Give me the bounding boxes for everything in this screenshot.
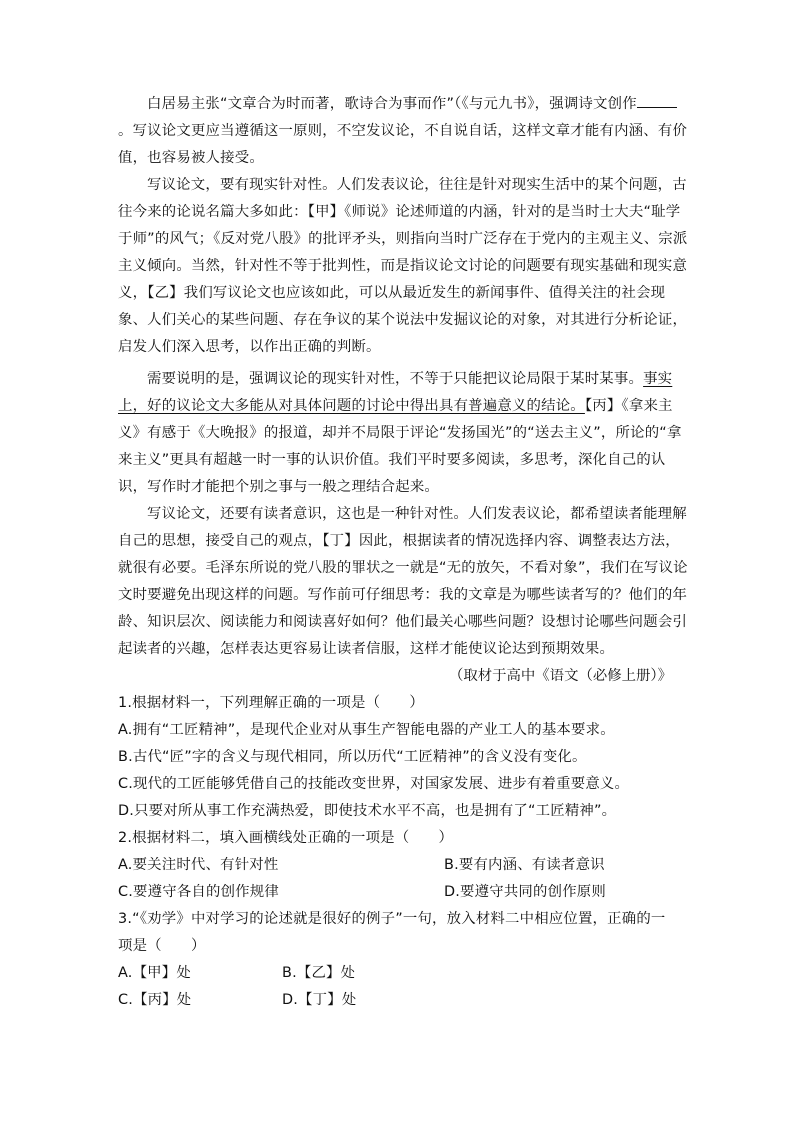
question-1 — [118, 690, 690, 825]
option-row — [118, 879, 690, 906]
option-a[interactable]: A.拥有“工匠精神”，是现代企业对从事生产智能电器的产业工人的基本要求。 — [118, 722, 615, 738]
option-d[interactable]: D.要遵守共同的创作原则 — [444, 884, 606, 900]
option-row — [118, 987, 690, 1014]
paragraph-text: 【丙】《拿来主义》有感于《大晚报》的报道，却并不局限于评论“发扬国光”的“送去主义”，所论的“拿来主义”更具有超越一时一事的认识价值。我们平时要多阅读，多思考，深化自己的认识，写作时才能把个别之事与一般之理结合起来。 — [118, 398, 682, 495]
question-2 — [118, 825, 690, 906]
paragraph-text: 白居易主张“文章合为时而著，歌诗合为事而作”（《与元九书》，强调诗文创作 — [147, 96, 637, 112]
passage-paragraph-2 — [118, 172, 690, 361]
option-c[interactable]: C.【丙】处 — [118, 992, 192, 1008]
underlined-sentence: 事实上，好的议论文大多能从对具体问题的讨论中得出具有普遍意义的结论。 — [118, 371, 673, 414]
option-b[interactable]: B.要有内涵、有读者意识 — [444, 857, 605, 873]
passage-paragraph-1 — [118, 91, 690, 172]
option-d[interactable]: D.只要对所从事工作充满热爱，即使技术水平不高，也是拥有了“工匠精神”。 — [118, 803, 617, 819]
option-c[interactable]: C.要遵守各自的创作规律 — [118, 884, 279, 900]
option-d[interactable]: D.【丁】处 — [282, 992, 357, 1008]
passage-paragraph-3 — [118, 366, 690, 501]
paragraph-text: 写议论文，要有现实针对性。人们发表议论，往往是针对现实生活中的某个问题，古往今来的论说名篇大多如此：【甲】《师说》论述师道的内涵，针对的是当时士大夫“耻学于师”的风气；《反对党八股》的批评矛头，则指向当时广泛存在于党内的主观主义、宗派主义倾向。当然，针对性不等于批判性，而是指议论文讨论的问题要有现实基础和现实意义，【乙】我们写议论文也应该如此，可以从最近发生的新闻事件、值得关注的社会现象、人们关心的某些问题、存在争议的某个说法中发掘议论的对象，对其进行分析论证，启发人们深入思考，以作出正确的判断。 — [118, 177, 688, 355]
source-citation: （取材于高中《语文（必修上册）》 — [448, 668, 672, 684]
fill-blank — [637, 92, 677, 108]
question-stem: 2.根据材料二，填入画横线处正确的一项是（ ） — [118, 830, 454, 846]
paragraph-text: 需要说明的是，强调议论的现实针对性，不等于只能把议论局限于某时某事。 — [147, 371, 644, 387]
question-stem-continued: 项是（ ） — [118, 938, 206, 954]
question-3 — [118, 906, 690, 1014]
option-a[interactable]: A.要关注时代、有针对性 — [118, 857, 279, 873]
option-b[interactable]: B.【乙】处 — [282, 965, 356, 981]
question-stem: 1.根据材料一，下列理解正确的一项是（ ） — [118, 695, 424, 711]
question-stem: 3.“《劝学》中对学习的论述就是很好的例子”一句，放入材料二中相应位置，正确的一 — [118, 911, 666, 927]
passage-paragraph-4 — [118, 501, 690, 663]
option-row — [118, 960, 690, 987]
option-row — [118, 852, 690, 879]
option-b[interactable]: B.古代“匠”字的含义与现代相同，所以历代“工匠精神”的含义没有变化。 — [118, 749, 587, 765]
paragraph-text: 写议论文，还要有读者意识，这也是一种针对性。人们发表议论，都希望读者能理解自己的思想，接受自己的观点，【丁】因此，根据读者的情况选择内容、调整表达方法，就很有必要。毛泽东所说的党八股的罪状之一就是“无的放矢，不看对象”，我们在写议论文时要避免出现这样的问题。写作前可仔细思考：我的文章是为哪些读者写的？他们的年龄、知识层次、阅读能力和阅读喜好如何？他们最关心哪些问题？设想讨论哪些问题会引起读者的兴趣，怎样表达更容易让读者信服，这样才能使议论达到预期效果。 — [118, 506, 688, 657]
paragraph-text: 。写议论文更应当遵循这一原则，不空发议论，不自说自话，这样文章才能有内涵、有价值，也容易被人接受。 — [118, 123, 688, 166]
option-c[interactable]: C.现代的工匠能够凭借自己的技能改变世界，对国家发展、进步有着重要意义。 — [118, 776, 630, 792]
option-a[interactable]: A.【甲】处 — [118, 965, 191, 981]
